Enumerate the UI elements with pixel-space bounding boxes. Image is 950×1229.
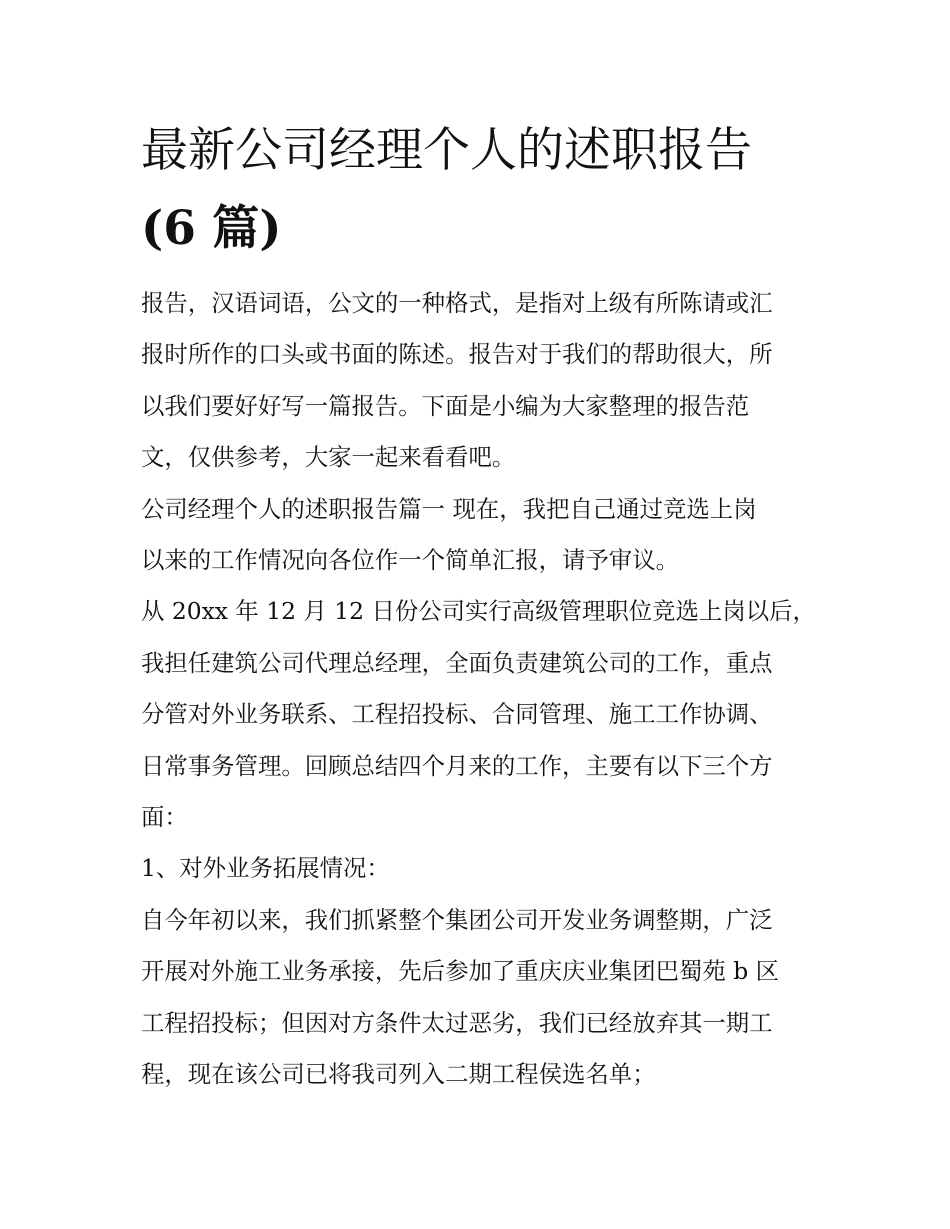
text-line: 工程招投标；但因对方条件太过恶劣，我们已经放弃其一期工 xyxy=(141,1008,773,1037)
text-line: 公司经理个人的述职报告篇一 现在，我把自己通过竞选上岗 xyxy=(141,494,757,523)
text-line: 我担任建筑公司代理总经理，全面负责建筑公司的工作，重点 xyxy=(141,648,773,677)
text-line: 从 20xx 年 12 月 12 日份公司实行高级管理职位竞选上岗以后， xyxy=(141,597,816,626)
text-line: 报时所作的口头或书面的陈述。报告对于我们的帮助很大，所 xyxy=(141,340,773,369)
section-one-heading-paragraph xyxy=(141,484,813,587)
text-line: 1、对外业务拓展情况： xyxy=(141,854,390,883)
text-line: 程，现在该公司已将我司列入二期工程侯选名单； xyxy=(141,1060,656,1089)
subheading-paragraph xyxy=(141,843,813,894)
text-line: 日常事务管理。回顾总结四个月来的工作，主要有以下三个方 xyxy=(141,751,773,780)
title-line-1: 最新公司经理个人的述职报告 xyxy=(141,123,752,178)
duties-paragraph xyxy=(141,586,816,843)
document-body xyxy=(141,112,816,1101)
business-paragraph xyxy=(141,895,813,1101)
text-line: 文，仅供参考，大家一起来看看吧。 xyxy=(141,443,516,472)
text-line: 以来的工作情况向各位作一个简单汇报，请予审议。 xyxy=(141,546,679,575)
text-line: 面： xyxy=(141,803,188,832)
text-line: 分管对外业务联系、工程招投标、合同管理、施工工作协调、 xyxy=(141,700,773,729)
text-line: 开展对外施工业务承接，先后参加了重庆庆业集团巴蜀苑 b 区 xyxy=(141,957,779,986)
intro-paragraph xyxy=(141,278,813,484)
text-line: 自今年初以来，我们抓紧整个集团公司开发业务调整期，广泛 xyxy=(141,905,773,934)
text-line: 以我们要好好写一篇报告。下面是小编为大家整理的报告范 xyxy=(141,391,750,420)
title-line-2: (6 篇) xyxy=(141,201,282,256)
text-line: 报告，汉语词语，公文的一种格式，是指对上级有所陈请或汇 xyxy=(141,289,773,317)
document-title xyxy=(141,112,813,268)
